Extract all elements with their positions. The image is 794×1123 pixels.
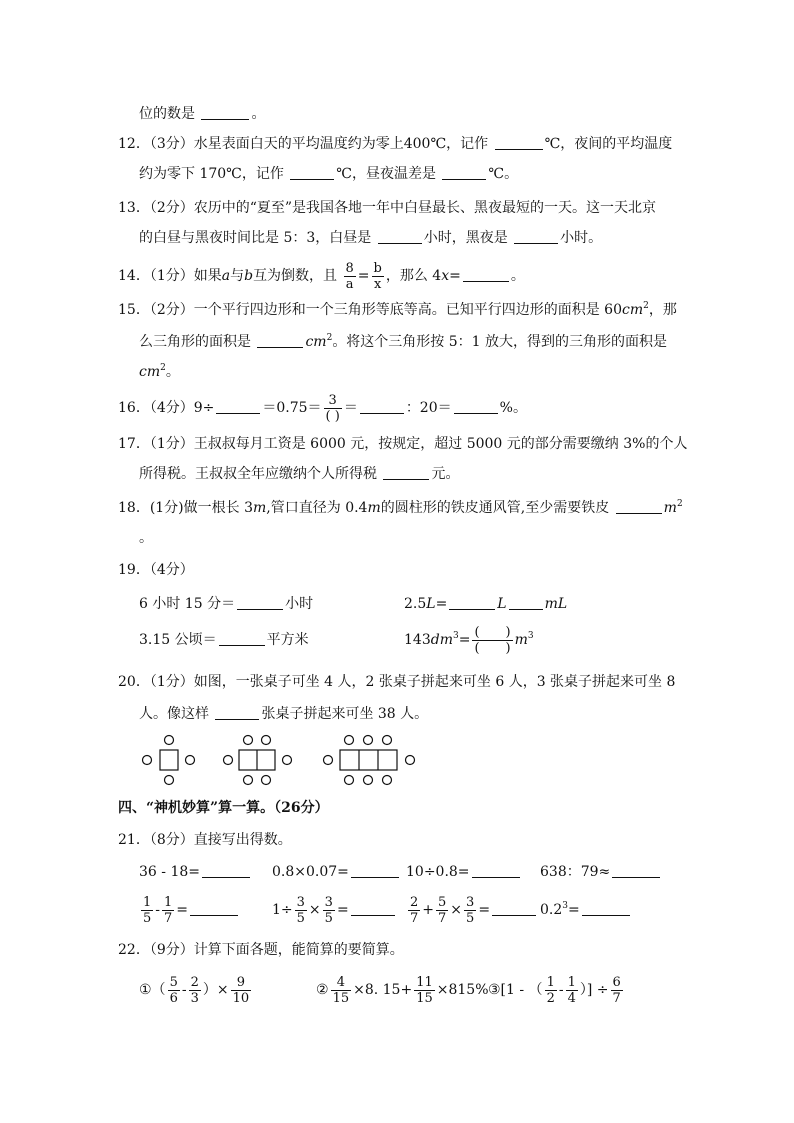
answer-blank[interactable] bbox=[215, 705, 259, 720]
answer-blank[interactable] bbox=[201, 105, 249, 120]
text: 10÷0.8= bbox=[406, 864, 470, 880]
text: 21．（8分）直接写出得数。 bbox=[118, 832, 292, 848]
question-19-title bbox=[118, 560, 194, 580]
text: = bbox=[478, 902, 491, 918]
text: 0.8×0.07= bbox=[272, 864, 349, 880]
text: 么三角形的面积是 bbox=[139, 334, 251, 350]
answer-blank[interactable] bbox=[378, 229, 422, 244]
answer-blank[interactable] bbox=[509, 595, 543, 610]
question-17-line2 bbox=[139, 464, 459, 484]
q21-expr-4 bbox=[540, 862, 662, 882]
seat-circle bbox=[262, 736, 271, 745]
q11-continuation: 位的数是 。 bbox=[139, 106, 266, 122]
question-21-title bbox=[118, 830, 292, 850]
text: 张桌子拼起来可坐 38 人。 bbox=[261, 706, 429, 722]
question-17-line1 bbox=[118, 434, 687, 454]
text: 2.5 bbox=[404, 596, 427, 612]
fraction: $\frac{11}{15}$ bbox=[416, 974, 433, 1006]
text: 人。像这样 bbox=[139, 706, 209, 722]
text: 14．（1分）如果 bbox=[118, 268, 222, 284]
question-13-line1 bbox=[118, 198, 656, 218]
text: = bbox=[568, 902, 580, 918]
unit: cm bbox=[139, 364, 161, 380]
q21-expr-6 bbox=[272, 892, 397, 928]
unit: mL bbox=[544, 596, 568, 612]
text: 约为零下 170℃，记作 bbox=[139, 166, 284, 182]
q22-problem-2 bbox=[316, 972, 489, 1008]
text: 6 小时 15 分＝ bbox=[139, 596, 236, 612]
text: 1÷ bbox=[272, 902, 293, 918]
question-12-line1 bbox=[118, 134, 672, 154]
unit: m bbox=[253, 500, 267, 516]
superscript: 2 bbox=[643, 301, 649, 311]
table-square bbox=[340, 750, 397, 770]
question-18-line1 bbox=[118, 498, 683, 518]
seat-circle bbox=[406, 756, 415, 765]
text: ℃，夜间的平均温度 bbox=[544, 136, 673, 152]
seat-circle bbox=[345, 776, 354, 785]
text: 12．（3分）水星表面白天的平均温度约为零上400℃，记作 bbox=[118, 136, 489, 152]
fraction: $\frac{3}{5}$ bbox=[466, 894, 475, 926]
unit: m bbox=[663, 500, 677, 516]
seat-circle bbox=[244, 776, 253, 785]
answer-blank[interactable] bbox=[257, 333, 303, 348]
seat-circle bbox=[165, 776, 174, 785]
seat-circle bbox=[143, 756, 152, 765]
answer-blank[interactable] bbox=[616, 499, 662, 514]
text: 。将这个三角形按 5：1 放大，得到的三角形的面积是 bbox=[332, 334, 668, 350]
answer-blank[interactable] bbox=[351, 863, 399, 878]
superscript: 3 bbox=[562, 901, 568, 911]
text: 17．（1分）王叔叔每月工资是 6000 元，按规定，超过 5000 元的部分需要缴纳 3%的个人 bbox=[118, 436, 688, 452]
fraction: $\frac{6}{7}$ bbox=[612, 974, 621, 1006]
text: + bbox=[422, 902, 435, 918]
text: %。 bbox=[499, 400, 527, 416]
q21-expr-2 bbox=[272, 862, 401, 882]
question-16 bbox=[118, 390, 527, 426]
fraction: $\frac{1}{2}$ bbox=[546, 974, 555, 1006]
text: ，那么 4 bbox=[385, 268, 442, 284]
question-19-row2-left bbox=[139, 630, 309, 650]
text: 19．（4分） bbox=[118, 562, 194, 578]
seat-circle bbox=[383, 776, 392, 785]
question-13-line2 bbox=[139, 228, 602, 248]
question-15-line1 bbox=[118, 300, 677, 320]
text: 638：79≈ bbox=[540, 864, 611, 880]
fraction: $\frac{b}{x}$ bbox=[373, 260, 382, 292]
text: 的白昼与黑夜时间比是 5：3，白昼是 bbox=[139, 230, 372, 246]
text: 13．（2分）农历中的“夏至”是我国各地一年中白昼最长、黑夜最短的一天。这一天北京 bbox=[118, 200, 657, 216]
q21-expr-8 bbox=[540, 900, 632, 920]
unit: L bbox=[497, 596, 507, 612]
question-20-line1 bbox=[118, 672, 675, 692]
text: 的圆柱形的铁皮通风管,至少需要铁皮 bbox=[380, 500, 610, 516]
text: 平方米 bbox=[266, 632, 309, 648]
fraction: $\frac{( )}{( )}$ bbox=[474, 624, 511, 656]
answer-blank[interactable] bbox=[442, 165, 486, 180]
answer-blank[interactable] bbox=[219, 631, 265, 646]
answer-blank[interactable] bbox=[360, 399, 404, 414]
fraction: $\frac{2}{7}$ bbox=[410, 894, 419, 926]
text: ＝0.75＝ bbox=[262, 400, 322, 416]
text: ,管口直径为 0.4 bbox=[266, 500, 368, 516]
q21-expr-7 bbox=[406, 892, 538, 928]
text: ℃。 bbox=[488, 166, 519, 182]
answer-blank[interactable] bbox=[202, 863, 250, 878]
fraction: $\frac{3}{5}$ bbox=[296, 894, 305, 926]
fraction: $\frac{5}{6}$ bbox=[169, 974, 178, 1006]
text: = bbox=[449, 268, 461, 284]
seat-circle bbox=[324, 756, 333, 765]
q21-expr-3 bbox=[406, 862, 522, 882]
text: - bbox=[181, 982, 187, 998]
fraction: $\frac{1}{5}$ bbox=[143, 894, 152, 926]
answer-blank[interactable] bbox=[463, 267, 509, 282]
text: 18．(1分)做一根长 3 bbox=[118, 500, 254, 516]
answer-blank[interactable] bbox=[472, 863, 520, 878]
text: 与 bbox=[230, 268, 245, 284]
text: 所得税。王叔叔全年应缴纳个人所得税 bbox=[139, 466, 377, 482]
seat-circle bbox=[364, 776, 373, 785]
text: 四、“神机妙算”算一算。（26分） bbox=[118, 800, 329, 816]
fraction: $\frac{3}{5}$ bbox=[324, 894, 333, 926]
text: ℃，昼夜温差是 bbox=[336, 166, 436, 182]
seat-circle bbox=[224, 756, 233, 765]
seat-circle bbox=[244, 736, 253, 745]
variable-a: a bbox=[221, 268, 231, 284]
question-15-line3 bbox=[139, 362, 180, 382]
text: ，那 bbox=[648, 302, 677, 318]
text: = bbox=[336, 902, 349, 918]
seat-circle bbox=[345, 736, 354, 745]
question-18-line2 bbox=[139, 528, 153, 548]
fraction: $\frac{3}{( )}$ bbox=[325, 392, 340, 424]
text: = bbox=[458, 632, 471, 648]
answer-blank[interactable] bbox=[492, 901, 536, 916]
unit: dm bbox=[430, 632, 453, 648]
section-4-heading bbox=[118, 798, 329, 818]
text: 3.15 公顷＝ bbox=[139, 632, 217, 648]
text: 小时，黑夜是 bbox=[423, 230, 508, 246]
text: - bbox=[155, 902, 161, 918]
text: 位的数是 bbox=[139, 106, 195, 122]
q22-problem-3 bbox=[488, 972, 625, 1008]
question-19-row1-right bbox=[404, 594, 567, 614]
question-20-line2 bbox=[139, 704, 428, 724]
answer-blank[interactable] bbox=[190, 901, 238, 916]
text: ①（ bbox=[139, 982, 166, 998]
question-19-row1-left bbox=[139, 594, 313, 614]
seat-circle bbox=[383, 736, 392, 745]
answer-blank[interactable] bbox=[454, 399, 498, 414]
answer-blank[interactable] bbox=[495, 135, 543, 150]
text: 。 bbox=[139, 530, 153, 546]
text: 。 bbox=[165, 364, 180, 380]
text: ③[1 - （ bbox=[488, 982, 543, 998]
seat-circle bbox=[364, 736, 373, 745]
answer-blank[interactable] bbox=[237, 595, 283, 610]
superscript: 3 bbox=[527, 631, 534, 641]
answer-blank[interactable] bbox=[582, 901, 630, 916]
question-14 bbox=[118, 258, 525, 294]
superscript: 2 bbox=[676, 499, 683, 509]
answer-blank[interactable] bbox=[612, 863, 660, 878]
q21-expr-1 bbox=[139, 862, 252, 882]
fraction: $\frac{1}{4}$ bbox=[567, 974, 576, 1006]
table-seating-diagram bbox=[130, 730, 430, 790]
seat-circle bbox=[186, 756, 195, 765]
text: 小时。 bbox=[560, 230, 603, 246]
text: 。 bbox=[510, 268, 525, 284]
variable-b: b bbox=[244, 268, 254, 284]
q22-problem-1 bbox=[139, 972, 253, 1008]
text: ×8. 15+ bbox=[353, 982, 413, 998]
text: 143 bbox=[404, 632, 431, 648]
fraction: $\frac{9}{10}$ bbox=[232, 974, 250, 1006]
text: ）× bbox=[202, 982, 229, 998]
variable-x: x bbox=[441, 268, 450, 284]
text: ×815% bbox=[436, 982, 489, 998]
text: 36 - 18= bbox=[139, 864, 200, 880]
text: 元。 bbox=[431, 466, 460, 482]
unit: m bbox=[367, 500, 381, 516]
fraction: $\frac{4}{15}$ bbox=[332, 974, 350, 1006]
question-19-row2-right bbox=[404, 622, 534, 658]
text: 20．（1分）如图，一张桌子可坐 4 人，2 张桌子拼起来可坐 6 人，3 张桌子拼起来可坐 8 bbox=[118, 674, 676, 690]
q21-expr-5 bbox=[139, 892, 240, 928]
unit: cm bbox=[305, 334, 327, 350]
text: × bbox=[308, 902, 321, 918]
table-square bbox=[160, 750, 178, 770]
text: ② bbox=[316, 982, 329, 998]
text: 互为倒数，且 bbox=[253, 268, 338, 284]
question-12-line2 bbox=[139, 164, 518, 184]
question-15-line2 bbox=[139, 332, 667, 352]
text: = bbox=[435, 596, 448, 612]
answer-blank[interactable] bbox=[290, 165, 334, 180]
text: 0.2 bbox=[540, 902, 563, 918]
unit: m bbox=[514, 632, 528, 648]
answer-blank[interactable] bbox=[351, 901, 395, 916]
text: 15．（2分）一个平行四边形和一个三角形等底等高。已知平行四边形的面积是 60 bbox=[118, 302, 622, 318]
answer-blank[interactable] bbox=[216, 399, 260, 414]
unit: cm bbox=[621, 302, 644, 318]
text: = bbox=[176, 902, 189, 918]
unit: L bbox=[426, 596, 436, 612]
text: 16．（4分）9÷ bbox=[118, 400, 215, 416]
text: ＝ bbox=[343, 400, 358, 416]
fraction: $\frac{2}{3}$ bbox=[190, 974, 199, 1006]
seat-circle bbox=[165, 736, 174, 745]
seat-circle bbox=[262, 776, 271, 785]
seat-circle bbox=[283, 756, 292, 765]
question-22-title bbox=[118, 940, 404, 960]
fraction: $\frac{8}{a}$ bbox=[345, 260, 354, 292]
superscript: 2 bbox=[326, 333, 333, 343]
superscript: 2 bbox=[160, 363, 166, 373]
text: = bbox=[357, 268, 370, 284]
text: ：20＝ bbox=[405, 400, 452, 416]
text: × bbox=[450, 902, 463, 918]
text: ）] ÷ bbox=[579, 982, 609, 998]
fraction: $\frac{5}{7}$ bbox=[438, 894, 447, 926]
text: 小时 bbox=[285, 596, 314, 612]
text: - bbox=[558, 982, 564, 998]
answer-blank[interactable] bbox=[383, 465, 429, 480]
text: 22．（9分）计算下面各题，能简算的要简算。 bbox=[118, 942, 404, 958]
superscript: 3 bbox=[452, 631, 459, 641]
answer-blank[interactable] bbox=[514, 229, 558, 244]
fraction: $\frac{1}{7}$ bbox=[164, 894, 173, 926]
answer-blank[interactable] bbox=[449, 595, 495, 610]
